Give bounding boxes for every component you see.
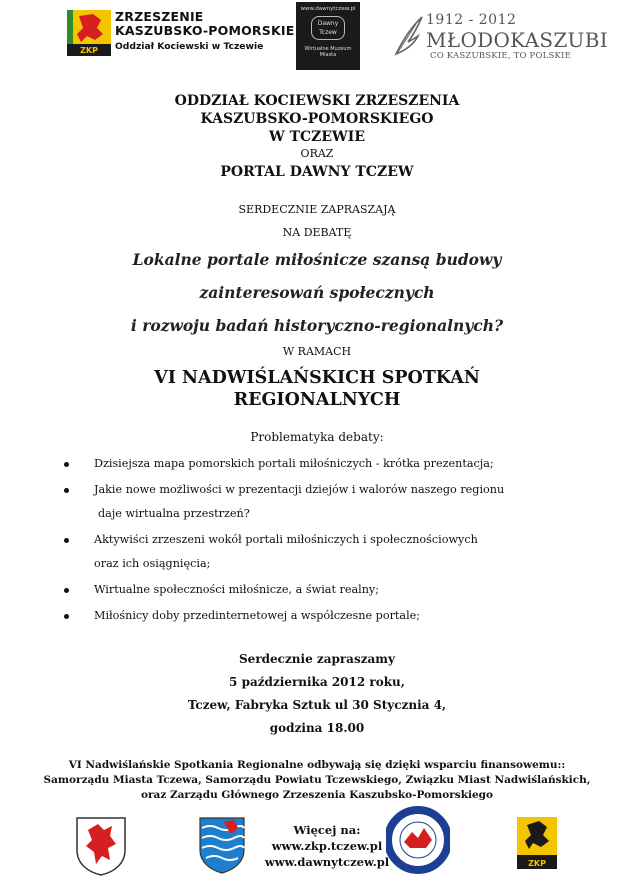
org-line3: W TCZEWIE xyxy=(269,129,365,145)
zapraszaja: SERDECZNIE ZAPRASZAJĄ xyxy=(238,203,396,216)
sponsors-note xyxy=(0,758,634,803)
topic-line1: Wirtualne społeczności miłośnicze, a świat realny; xyxy=(94,583,380,596)
topic-line2: oraz ich osiągnięcia; xyxy=(94,557,211,570)
w-ramach: W RAMACH xyxy=(282,345,352,358)
event-line1: VI NADWIŚLAŃSKICH SPOTKAŃ xyxy=(154,368,480,388)
more-info xyxy=(262,822,392,870)
topics-list xyxy=(64,455,604,633)
topic-line1: Miłośnicy doby przedinternetowej a współczesne portale; xyxy=(94,609,421,622)
problematyka: Problematyka debaty: xyxy=(250,430,384,444)
debate-title-line3: i rozwoju badań historyczno-regionalnych? xyxy=(130,316,504,335)
list-item xyxy=(64,581,604,599)
mlodokaszubi-logo xyxy=(392,12,608,62)
pomeranian-griffin-logo xyxy=(74,816,128,876)
dawny-tczew-logo xyxy=(296,2,360,70)
org-line1: ODDZIAŁ KOCIEWSKI ZRZESZENIA xyxy=(174,93,460,109)
dawny-badge xyxy=(311,16,345,40)
quill-icon xyxy=(392,14,426,58)
bullet-icon xyxy=(64,462,69,467)
sponsors-line3: oraz Zarządu Głównego Zrzeszenia Kaszubsko-Pomorskiego xyxy=(141,789,493,801)
sponsors-line2: Samorządu Miasta Tczewa, Samorządu Powiatu Tczewskiego, Związku Miast Nadwiślańskich, xyxy=(43,774,591,786)
event-name xyxy=(0,367,634,411)
list-item xyxy=(64,607,604,625)
topic-line1: Jakie nowe możliwości w prezentacji dziejów i walorów naszego regionu xyxy=(94,483,505,496)
list-item xyxy=(64,531,604,573)
mlodo-motto: CO KASZUBSKIE, TO POLSKIE xyxy=(430,51,572,61)
zkp-line2: KASZUBSKO-POMORSKIE xyxy=(115,23,295,38)
event-time: godzina 18.00 xyxy=(269,721,365,735)
zkp-logo xyxy=(67,10,111,56)
header xyxy=(0,0,634,80)
list-item xyxy=(64,455,604,473)
topic-line1: Dzisiejsza mapa pomorskich portali miłośniczych - krótka prezentacja; xyxy=(94,457,494,470)
event-place: Tczew, Fabryka Sztuk ul 30 Stycznia 4, xyxy=(187,698,447,712)
zkp-line1: ZRZESZENIE xyxy=(115,9,204,24)
dawny-badge-line1: Dawny xyxy=(317,20,339,27)
dawny-badge-line2: Tczew xyxy=(319,29,337,36)
topic-line2: daje wirtualna przestrzeń? xyxy=(98,507,250,520)
vistula-cities-union-logo xyxy=(386,806,450,874)
dawny-subtitle: Wirtualne Muzeum Miasta xyxy=(304,46,352,58)
tczew-county-logo xyxy=(198,816,246,874)
zkp-small-badge-text: ZKP xyxy=(528,859,546,868)
link-zkp[interactable]: www.zkp.tczew.pl xyxy=(271,839,383,853)
topic-line1: Aktywiści zrzeszeni wokół portali miłośniczych i społecznościowych xyxy=(94,533,478,546)
na-debate: NA DEBATĘ xyxy=(282,226,352,239)
debate-title-line1: Lokalne portale miłośnicze szansą budowy xyxy=(132,250,502,269)
org-line2: KASZUBSKO-POMORSKIEGO xyxy=(200,111,434,127)
zkp-badge-text: ZKP xyxy=(80,46,98,55)
zkp-line3: Oddział Kociewski w Tczewie xyxy=(115,41,264,52)
bullet-icon xyxy=(64,538,69,543)
mlodo-name: MŁODOKASZUBI xyxy=(426,28,608,52)
debate-title-line2: zainteresowań społecznych xyxy=(199,283,435,302)
bullet-icon xyxy=(64,588,69,593)
oraz: ORAZ xyxy=(300,147,334,160)
zkp-name xyxy=(115,10,294,54)
list-item xyxy=(64,481,604,523)
zkp-small-logo xyxy=(517,817,557,869)
event-details xyxy=(0,648,634,740)
event-date: 5 października 2012 roku, xyxy=(229,675,405,689)
sponsors-line1: VI Nadwiślańskie Spotkania Regionalne odbywają się dzięki wsparciu finansowemu:: xyxy=(68,759,566,771)
org-line4: PORTAL DAWNY TCZEW xyxy=(220,164,414,180)
dawny-url: www.dawnytczew.pl xyxy=(300,6,356,12)
bullet-icon xyxy=(64,614,69,619)
link-dawnytczew[interactable]: www.dawnytczew.pl xyxy=(264,855,390,869)
mlodo-years: 1912 - 2012 xyxy=(426,12,517,28)
zapraszamy: Serdecznie zapraszamy xyxy=(239,652,395,666)
more-label: Więcej na: xyxy=(293,823,361,837)
bullet-icon xyxy=(64,488,69,493)
event-line2: REGIONALNYCH xyxy=(233,390,401,410)
organizers xyxy=(0,92,634,181)
